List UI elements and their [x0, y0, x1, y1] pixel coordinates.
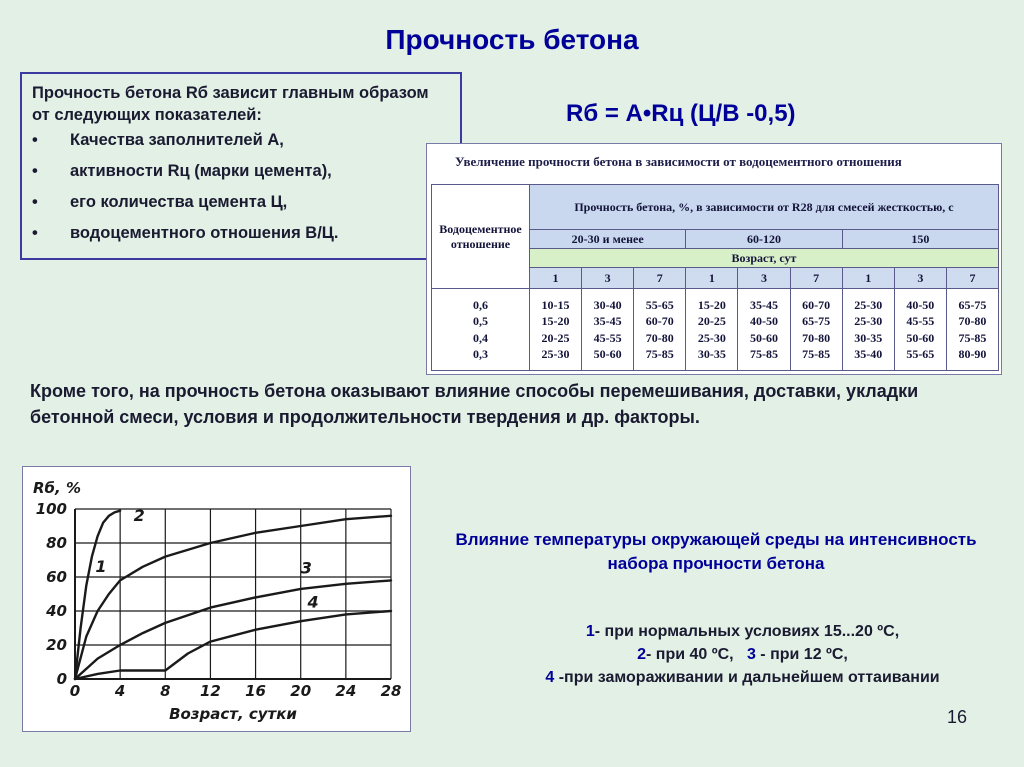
y-tick-label: 20	[46, 636, 67, 654]
legend-text: - при 12 ºС,	[760, 646, 848, 663]
chart-title: Влияние температуры окружающей среды на интенсивность набора прочности бетона	[455, 530, 977, 573]
factor-item: • его количества цемента Ц,	[32, 191, 450, 213]
legend-text: -при замораживании и дальнейшем оттаивании	[558, 669, 940, 686]
age-cell: 3	[582, 268, 634, 289]
series-line-1	[75, 516, 391, 679]
series-label-3: 3	[300, 558, 312, 578]
strength-table-box	[426, 143, 1002, 375]
y-tick-label: 100	[35, 500, 67, 518]
legend-key: 3	[746, 646, 756, 663]
factors-box	[20, 72, 462, 260]
table-cell: 10-15 15-20 20-25 25-30	[530, 289, 582, 371]
x-tick-label: 0	[69, 682, 81, 700]
table-cell: 25-30 25-30 30-35 35-40	[842, 289, 894, 371]
factor-item: • Качества заполнителей А,	[32, 129, 450, 151]
strength-main-header: Прочность бетона, %, в зависимости от R28 для смесей жесткостью, с	[530, 185, 999, 230]
age-cell: 3	[894, 268, 946, 289]
strength-table	[431, 184, 999, 371]
table-cell: 65-75 70-80 75-85 80-90	[946, 289, 998, 371]
factors-list	[32, 129, 450, 244]
table-cell: 40-50 45-55 50-60 55-65	[894, 289, 946, 371]
y-tick-label: 60	[46, 568, 67, 586]
legend-key: 1	[585, 623, 595, 640]
age-cell: 7	[634, 268, 686, 289]
legend-line	[520, 620, 965, 643]
y-axis-label: Rб, %	[33, 479, 81, 497]
table-cell: 35-45 40-50 50-60 75-85	[738, 289, 790, 371]
table-cell: 55-65 60-70 70-80 75-85	[634, 289, 686, 371]
legend-text: - при нормальных условиях 15...20 ºС,	[594, 623, 900, 640]
x-tick-label: 12	[199, 682, 221, 700]
x-tick-label: 20	[290, 682, 312, 700]
age-cell: 3	[738, 268, 790, 289]
series-label-2: 2	[133, 505, 145, 525]
age-header: Возраст, сут	[530, 249, 999, 268]
age-cell: 1	[686, 268, 738, 289]
x-tick-label: 16	[245, 682, 267, 700]
wc-ratio-header: Водоцементное отношение	[432, 185, 530, 289]
series-label-4: 4	[307, 592, 319, 612]
wc-ratio-values: 0,6 0,5 0,4 0,3	[432, 289, 530, 371]
legend-line	[520, 643, 965, 666]
strength-chart-box	[22, 466, 411, 732]
table-caption: Увеличение прочности бетона в зависимости от водоцементного отношения	[455, 154, 902, 169]
strength-chart	[23, 467, 412, 733]
series-line-3	[75, 580, 391, 679]
x-tick-label: 8	[160, 682, 171, 700]
slide-title: Прочность бетона	[385, 24, 639, 55]
legend-key: 2	[637, 646, 647, 663]
group-header: 150	[842, 230, 998, 249]
page-number: 16	[947, 707, 968, 727]
y-tick-label: 0	[56, 670, 67, 688]
group-header: 60-120	[686, 230, 842, 249]
age-cell: 7	[790, 268, 842, 289]
factors-lead: Прочность бетона Rб зависит главным образом от следующих показателей:	[32, 84, 429, 124]
x-axis-label: Возраст, сутки	[169, 705, 297, 723]
y-tick-label: 80	[46, 534, 67, 552]
legend-line	[520, 666, 965, 689]
y-tick-label: 40	[46, 602, 67, 620]
group-header: 20-30 и менее	[530, 230, 686, 249]
legend-key: 4	[545, 669, 555, 686]
age-cell: 1	[530, 268, 582, 289]
table-cell: 30-40 35-45 45-55 50-60	[582, 289, 634, 371]
x-tick-label: 4	[114, 682, 126, 700]
factors-paragraph: Кроме того, на прочность бетона оказывают влияние способы перемешивания, доставки, укладки бетонной смеси, условия и продолжительности твердения и др. факторы.	[30, 381, 919, 427]
table-cell: 15-20 20-25 25-30 30-35	[686, 289, 738, 371]
factor-item: • водоцементного отношения В/Ц.	[32, 222, 450, 244]
x-tick-label: 28	[380, 682, 402, 700]
factor-item: • активности Rц (марки цемента),	[32, 160, 450, 182]
chart-legend	[520, 620, 965, 689]
legend-text: - при 40 ºС,	[646, 646, 734, 663]
series-label-1: 1	[95, 556, 107, 576]
age-cell: 7	[946, 268, 998, 289]
table-cell: 60-70 65-75 70-80 75-85	[790, 289, 842, 371]
x-tick-label: 24	[335, 682, 357, 700]
strength-formula: Rб = A•Rц (Ц/В -0,5)	[566, 100, 796, 127]
age-cell: 1	[842, 268, 894, 289]
